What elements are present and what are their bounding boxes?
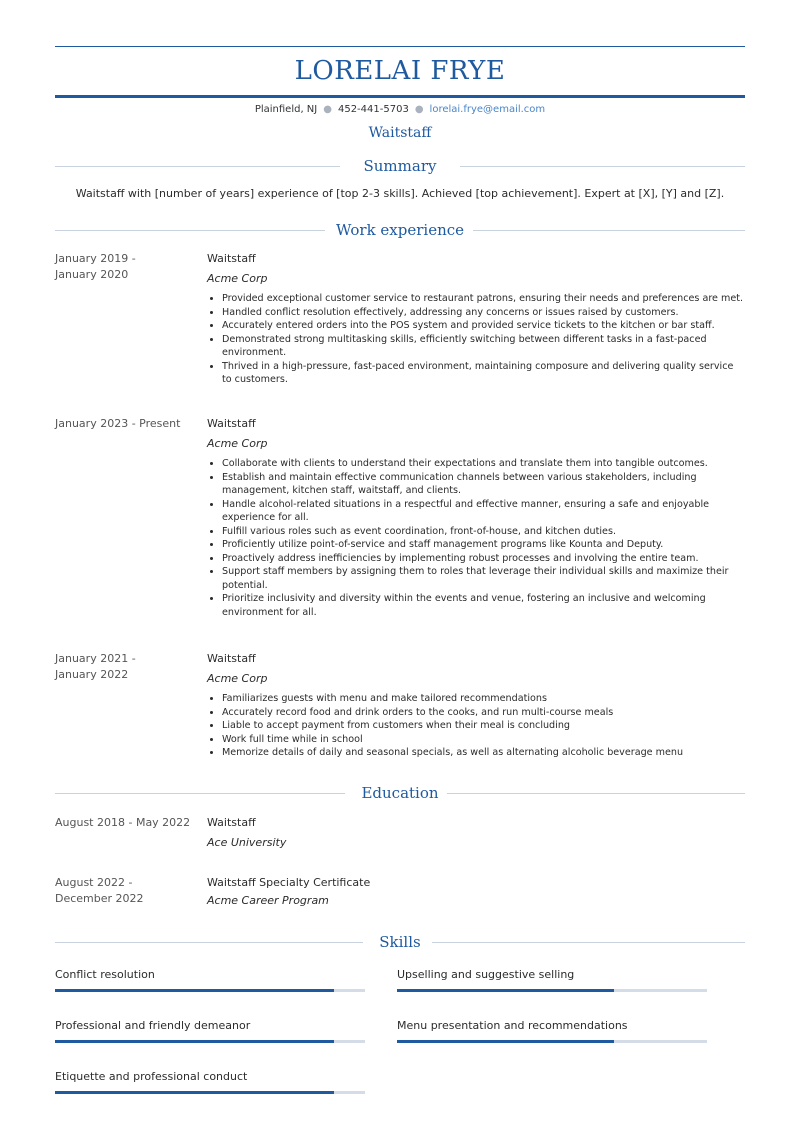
bullet-item: • Familiarizes guests with menu and make tailored recommendations (222, 692, 745, 706)
skill-bar-fill (55, 1040, 334, 1043)
entry-bullets (207, 292, 745, 387)
email-link[interactable]: lorelai.frye@email.com (429, 104, 546, 115)
entry-bullets (207, 692, 745, 760)
skill-name: Menu presentation and recommendations (397, 1019, 628, 1032)
entry-role: Waitstaff (207, 816, 256, 829)
entry-role: Waitstaff Specialty Certificate (207, 876, 371, 889)
bullet-item: • Demonstrated strong multitasking skills, efficiently switching between different tasks in a fast-paced environment. (222, 333, 745, 360)
location: Plainfield, NJ (254, 104, 318, 115)
bullet-item: • Proactively address inefficiencies by implementing robust processes and involving the entire team. (222, 552, 745, 566)
job-title: Waitstaff (368, 125, 432, 141)
entry-org: Acme Corp (207, 437, 268, 450)
section-title: Work experience (335, 221, 465, 239)
separator-dot: ● (323, 104, 332, 115)
skill-bar (397, 1040, 707, 1043)
bullet-item: • Proficiently utilize point-of-service and staff management programs like Kounta and Deputy. (222, 538, 745, 552)
entry-org: Acme Corp (207, 272, 268, 285)
summary-text: Waitstaff with [number of years] experience of [top 2-3 skills]. Achieved [top achievement]. Expert at [X], [Y] and [Z]. (75, 187, 725, 200)
skill-name: Professional and friendly demeanor (55, 1019, 251, 1032)
bullet-item: • Work full time while in school (222, 733, 745, 747)
bullet-item: • Handle alcohol-related situations in a respectful and effective manner, ensuring a safe and enjoyable experience for all. (222, 498, 745, 525)
skill-bar (397, 989, 707, 992)
skill-bar (55, 989, 365, 992)
candidate-name: LORELAI FRYE (294, 56, 506, 86)
skill-name: Upselling and suggestive selling (397, 968, 575, 981)
section-title: Summary (363, 157, 437, 175)
bullet-item: • Provided exceptional customer service to restaurant patrons, ensuring their needs and preferences are met. (222, 292, 745, 306)
bullet-item: • Liable to accept payment from customers when their meal is concluding (222, 719, 745, 733)
skill-item (55, 1070, 365, 1083)
section-title: Skills (379, 933, 421, 951)
skill-bar-fill (55, 989, 334, 992)
bullet-item: • Support staff members by assigning them to roles that leverage their individual skills and maximize their potential. (222, 565, 745, 592)
entry-date: August 2018 - May 2022 (55, 816, 191, 829)
bullet-item: • Thrived in a high-pressure, fast-paced environment, maintaining composure and delivering quality service to customers. (222, 360, 745, 387)
section-summary (55, 157, 745, 177)
name-rule (55, 95, 745, 98)
bullet-item: • Fulfill various roles such as event coordination, front-of-house, and kitchen duties. (222, 525, 745, 539)
bullet-item: • Collaborate with clients to understand their expectations and translate them into tangible outcomes. (222, 457, 745, 471)
section-education (55, 784, 745, 804)
bullet-item: • Establish and maintain effective communication channels between various stakeholders, including management, kitchen staff, waitstaff, and clients. (222, 471, 745, 498)
entry-role: Waitstaff (207, 252, 256, 265)
entry-role: Waitstaff (207, 652, 256, 665)
skill-name: Etiquette and professional conduct (55, 1070, 248, 1083)
bullet-item: • Accurately record food and drink orders to the cooks, and run multi-course meals (222, 706, 745, 720)
skill-bar-fill (55, 1091, 334, 1094)
entry-date: January 2023 - Present (55, 417, 181, 430)
entry-bullets (207, 457, 745, 619)
skill-bar (55, 1040, 365, 1043)
bullet-item: • Accurately entered orders into the POS system and provided service tickets to the kitchen or bar staff. (222, 319, 745, 333)
skill-item (55, 1019, 365, 1032)
bullet-item: • Memorize details of daily and seasonal specials, as well as alternating alcoholic beverage menu (222, 746, 745, 760)
entry-org: Acme Career Program (207, 894, 329, 907)
phone: 452-441-5703 (337, 104, 409, 115)
top-rule (55, 46, 745, 47)
section-work (55, 221, 745, 241)
section-title: Education (361, 784, 439, 802)
skill-item (397, 968, 707, 981)
entry-date: January 2021 - January 2022 (55, 652, 136, 681)
skill-item (397, 1019, 707, 1032)
skill-bar-fill (397, 1040, 614, 1043)
entry-org: Ace University (207, 836, 287, 849)
skill-name: Conflict resolution (55, 968, 155, 981)
skill-bar (55, 1091, 365, 1094)
entry-date: August 2022 - December 2022 (55, 876, 144, 905)
skill-bar-fill (397, 989, 614, 992)
entry-org: Acme Corp (207, 672, 268, 685)
entry-date: January 2019 - January 2020 (55, 252, 136, 281)
entry-role: Waitstaff (207, 417, 256, 430)
separator-dot: ● (414, 104, 424, 115)
bullet-item: • Handled conflict resolution effectively, addressing any concerns or issues raised by customers. (222, 306, 745, 320)
contact-line (0, 104, 800, 115)
bullet-item: • Prioritize inclusivity and diversity within the events and venue, fostering an inclusive and welcoming environment for all. (222, 592, 745, 619)
skill-item (55, 968, 365, 981)
section-skills (55, 933, 745, 953)
